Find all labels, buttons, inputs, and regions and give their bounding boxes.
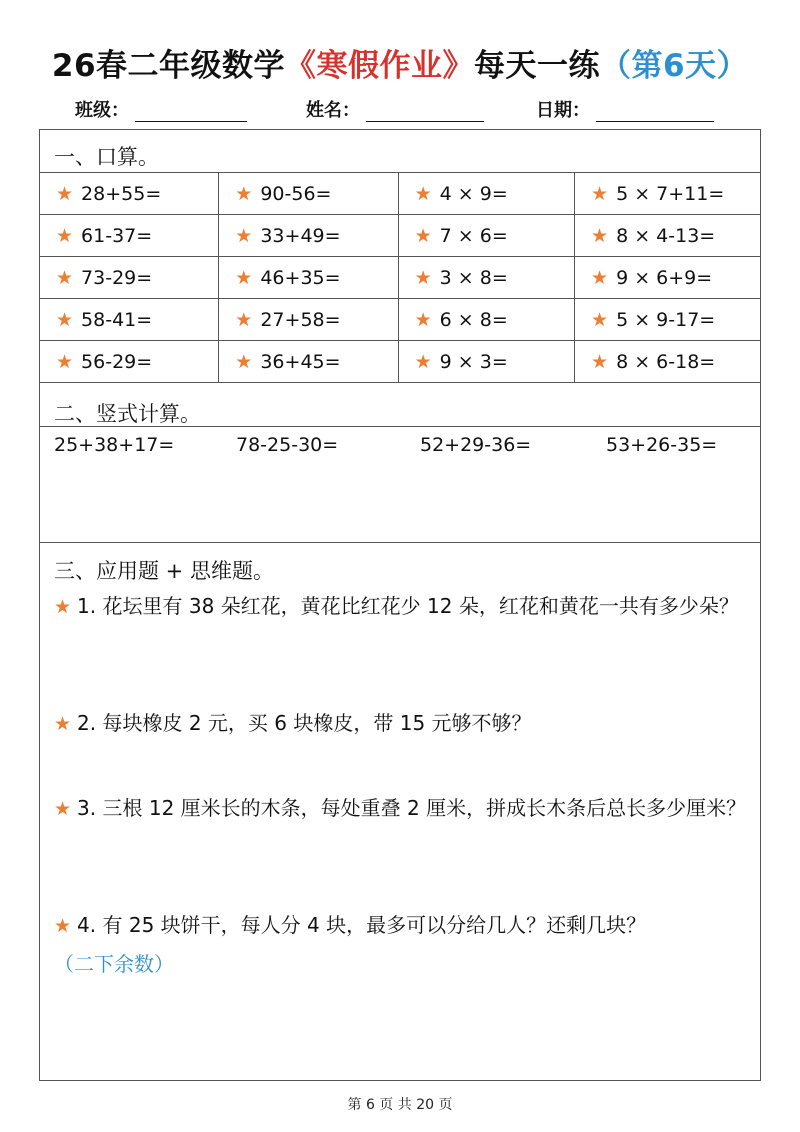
math-cell — [40, 215, 219, 257]
math-expression: 46+35= — [260, 266, 341, 289]
date-field — [536, 96, 714, 122]
math-cell — [398, 341, 574, 383]
vertical-problem: 78-25-30= — [236, 434, 339, 456]
math-cell — [575, 299, 761, 341]
math-expression: 73-29= — [81, 266, 153, 289]
star-icon: ★ — [591, 266, 609, 289]
star-icon: ★ — [591, 182, 609, 205]
star-icon: ★ — [235, 308, 253, 331]
star-icon: ★ — [54, 713, 72, 735]
word-problem-2: ★ 2. 每块橡皮 2 元，买 6 块橡皮，带 15 元够不够？ — [54, 711, 532, 735]
math-expression: 6 × 8= — [439, 308, 508, 331]
math-expression: 90-56= — [260, 182, 332, 205]
title-prefix: 26春二年级数学 — [51, 48, 286, 84]
math-cell — [575, 215, 761, 257]
math-cell — [219, 341, 398, 383]
star-icon: ★ — [235, 266, 253, 289]
math-expression: 61-37= — [81, 224, 153, 247]
section1-heading: 一、口算。 — [54, 145, 159, 169]
class-field — [75, 96, 247, 122]
class-label: 班级： — [75, 100, 129, 121]
math-expression: 5 × 7+11= — [616, 182, 725, 205]
math-cell — [398, 257, 574, 299]
star-icon: ★ — [414, 350, 432, 373]
star-icon: ★ — [235, 182, 253, 205]
title-highlight: 《寒假作业》 — [285, 48, 475, 84]
grid-row — [40, 299, 761, 341]
vertical-problem: 53+26-35= — [606, 434, 718, 456]
star-icon: ★ — [56, 350, 74, 373]
star-icon: ★ — [591, 350, 609, 373]
math-expression: 4 × 9= — [439, 182, 508, 205]
section3-heading: 三、应用题 + 思维题。 — [54, 559, 274, 583]
title-middle: 每天一练 — [474, 48, 601, 84]
star-icon: ★ — [414, 266, 432, 289]
date-label: 日期： — [536, 100, 590, 121]
grid-row — [40, 257, 761, 299]
math-cell — [219, 215, 398, 257]
math-expression: 56-29= — [81, 350, 153, 373]
math-cell — [575, 173, 761, 215]
section2-heading: 二、竖式计算。 — [54, 402, 201, 426]
math-expression: 27+58= — [260, 308, 341, 331]
name-label: 姓名： — [306, 100, 360, 121]
math-expression: 7 × 6= — [439, 224, 508, 247]
star-icon: ★ — [54, 915, 72, 937]
divider — [39, 542, 761, 543]
vertical-problem: 52+29-36= — [420, 434, 532, 456]
math-cell — [40, 173, 219, 215]
name-blank[interactable] — [366, 99, 484, 122]
math-expression: 28+55= — [81, 182, 162, 205]
math-cell — [575, 257, 761, 299]
star-icon: ★ — [56, 224, 74, 247]
mental-math-grid — [39, 172, 761, 383]
star-icon: ★ — [54, 596, 72, 618]
math-cell — [575, 341, 761, 383]
star-icon: ★ — [56, 308, 74, 331]
star-icon: ★ — [235, 350, 253, 373]
math-expression: 3 × 8= — [439, 266, 508, 289]
math-expression: 8 × 4-13= — [616, 224, 716, 247]
math-cell — [398, 173, 574, 215]
math-expression: 36+45= — [260, 350, 341, 373]
date-blank[interactable] — [596, 99, 714, 122]
word-problem-4: ★ 4. 有 25 块饼干，每人分 4 块，最多可以分给几人？还剩几块？（二下余数） — [54, 913, 647, 976]
star-icon: ★ — [414, 308, 432, 331]
math-expression: 5 × 9-17= — [616, 308, 716, 331]
math-expression: 58-41= — [81, 308, 153, 331]
class-blank[interactable] — [135, 99, 247, 122]
math-cell — [219, 173, 398, 215]
name-field — [306, 96, 484, 122]
grid-row — [40, 341, 761, 383]
math-expression: 8 × 6-18= — [616, 350, 716, 373]
grid-row — [40, 173, 761, 215]
math-cell — [40, 257, 219, 299]
math-cell — [40, 299, 219, 341]
vertical-problem: 25+38+17= — [54, 434, 175, 456]
page-number: 第 6 页 共 20 页 — [347, 1097, 453, 1113]
math-cell — [398, 299, 574, 341]
star-icon: ★ — [54, 798, 72, 820]
word-problem-1: ★ 1. 花坛里有 38 朵红花，黄花比红花少 12 朵，红花和黄花一共有多少朵？ — [54, 594, 739, 618]
math-cell — [398, 215, 574, 257]
star-icon: ★ — [414, 182, 432, 205]
math-expression: 9 × 3= — [439, 350, 508, 373]
math-cell — [40, 341, 219, 383]
star-icon: ★ — [591, 308, 609, 331]
star-icon: ★ — [56, 182, 74, 205]
grid-row — [40, 215, 761, 257]
star-icon: ★ — [235, 224, 253, 247]
title-day: （第6天） — [600, 48, 749, 84]
divider — [39, 426, 761, 427]
topic-note: （二下余数） — [54, 952, 174, 976]
star-icon: ★ — [591, 224, 609, 247]
math-expression: 9 × 6+9= — [616, 266, 713, 289]
math-expression: 33+49= — [260, 224, 341, 247]
math-cell — [219, 257, 398, 299]
word-problem-3: ★ 3. 三根 12 厘米长的木条，每处重叠 2 厘米，拼成长木条后总长多少厘米？ — [54, 796, 747, 820]
star-icon: ★ — [56, 266, 74, 289]
math-cell — [219, 299, 398, 341]
page-title — [0, 40, 800, 85]
star-icon: ★ — [414, 224, 432, 247]
